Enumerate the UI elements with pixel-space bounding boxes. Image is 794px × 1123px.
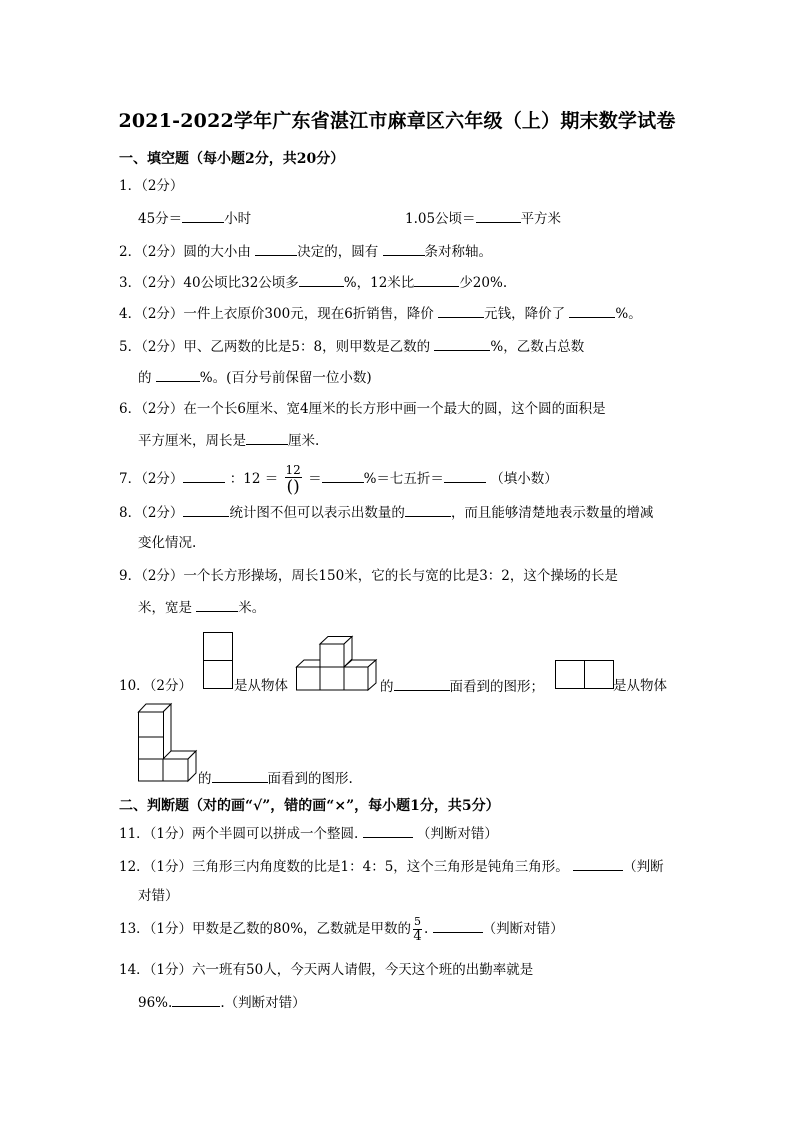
view-two-side-by-side-squares: [555, 660, 615, 692]
question-3: 3．（2分）40公顷比32公顷多 %，12米比 少20%.: [119, 275, 508, 291]
answer-blank[interactable]: [476, 209, 521, 223]
answer-blank[interactable]: [414, 273, 459, 287]
section-heading-true-false: 二、判断题（对的画“√”，错的画“×”，每小题1分，共5分）: [119, 798, 500, 814]
question-11: 11．（1分）两个半圆可以拼成一个整圆. （判断对错）: [119, 826, 498, 842]
answer-blank[interactable]: [438, 304, 484, 318]
answer-blank[interactable]: [156, 368, 200, 382]
question-10-text-2: 的 面看到的图形；: [380, 679, 544, 695]
question-4: 4．（2分）一件上衣原价300元，现在6折销售，降价 元钱，降价了 %。: [119, 306, 642, 322]
question-6-line-2: 平方厘米，周长是 厘米.: [138, 433, 320, 449]
answer-blank[interactable]: [212, 769, 268, 783]
question-13: 13．（1分）甲数是乙数的80%，乙数就是甲数的 $\frac{5}{4}$ . （判断对错）: [119, 915, 564, 944]
view-two-stacked-squares: [203, 632, 235, 692]
answer-blank[interactable]: [299, 273, 344, 287]
section-heading-fill-blank: 一、填空题（每小题2分，共20分）: [119, 151, 345, 167]
question-8-line-1: 8．（2分） 统计图不但可以表示出数量的 ，而且能够清楚地表示数量的增减: [119, 505, 654, 521]
question-1-part-b: 1.05公顷＝ 平方米: [405, 211, 562, 227]
question-9-line-2: 米，宽是 米。: [138, 600, 266, 616]
answer-blank[interactable]: [434, 337, 490, 351]
answer-blank[interactable]: [405, 503, 451, 517]
answer-blank[interactable]: [383, 242, 425, 256]
answer-blank[interactable]: [196, 598, 238, 612]
question-14-line-2: 96%. .（判断对错）: [138, 995, 306, 1011]
answer-blank[interactable]: [183, 503, 229, 517]
question-12-line-1: 12．（1分）三角形三内角度数的比是1：4：5，这个三角形是钝角三角形。 （判断: [119, 859, 664, 875]
fraction: $\frac{12}{()}$: [285, 463, 301, 497]
answer-blank[interactable]: [322, 469, 364, 483]
question-7: 7．（2分） ：12 ＝ $\frac{12}{()}$ ＝ %＝七五折＝ （填小数）: [119, 463, 558, 497]
fraction: $\frac{5}{4}$: [413, 915, 422, 944]
answer-blank[interactable]: [246, 431, 288, 445]
answer-blank[interactable]: [182, 209, 224, 223]
question-10-number: 10．（2分）: [119, 678, 193, 694]
question-10-text-3: 是从物体: [613, 678, 667, 694]
question-1-number: 1．（2分）: [119, 178, 184, 194]
question-10-text-1: 是从物体: [234, 678, 288, 694]
answer-blank[interactable]: [394, 677, 450, 691]
question-14-line-1: 14．（1分）六一班有50人，今天两人请假，今天这个班的出勤率就是: [119, 962, 534, 978]
answer-blank[interactable]: [172, 993, 220, 1007]
answer-blank[interactable]: [433, 919, 483, 933]
l-shaped-cube-figure: [138, 703, 198, 783]
question-8-line-2: 变化情况.: [138, 535, 197, 551]
page-title: 2021-2022学年广东省湛江市麻章区六年级（上）期末数学试卷: [118, 110, 676, 132]
answer-blank[interactable]: [183, 469, 225, 483]
question-1-part-a: 45分＝ 小时: [138, 211, 252, 227]
answer-blank[interactable]: [573, 857, 623, 871]
question-10-text-4: 的 面看到的图形.: [198, 771, 353, 787]
question-12-line-2: 对错）: [138, 888, 179, 904]
answer-blank[interactable]: [255, 242, 297, 256]
answer-blank[interactable]: [569, 304, 615, 318]
answer-blank[interactable]: [363, 824, 413, 838]
question-5-line-1: 5．（2分）甲、乙两数的比是5：8，则甲数是乙数的 %，乙数占总数: [119, 339, 585, 355]
cube-solid-figure: [296, 636, 382, 692]
question-2: 2．（2分）圆的大小由 决定的，圆有 条对称轴。: [119, 244, 493, 260]
question-5-line-2: 的 %。(百分号前保留一位小数): [138, 370, 372, 386]
question-6-line-1: 6．（2分）在一个长6厘米、宽4厘米的长方形中画一个最大的圆，这个圆的面积是: [119, 401, 606, 417]
answer-blank[interactable]: [444, 469, 486, 483]
question-9-line-1: 9．（2分）一个长方形操场，周长150米，它的长与宽的比是3：2，这个操场的长是: [119, 568, 618, 584]
